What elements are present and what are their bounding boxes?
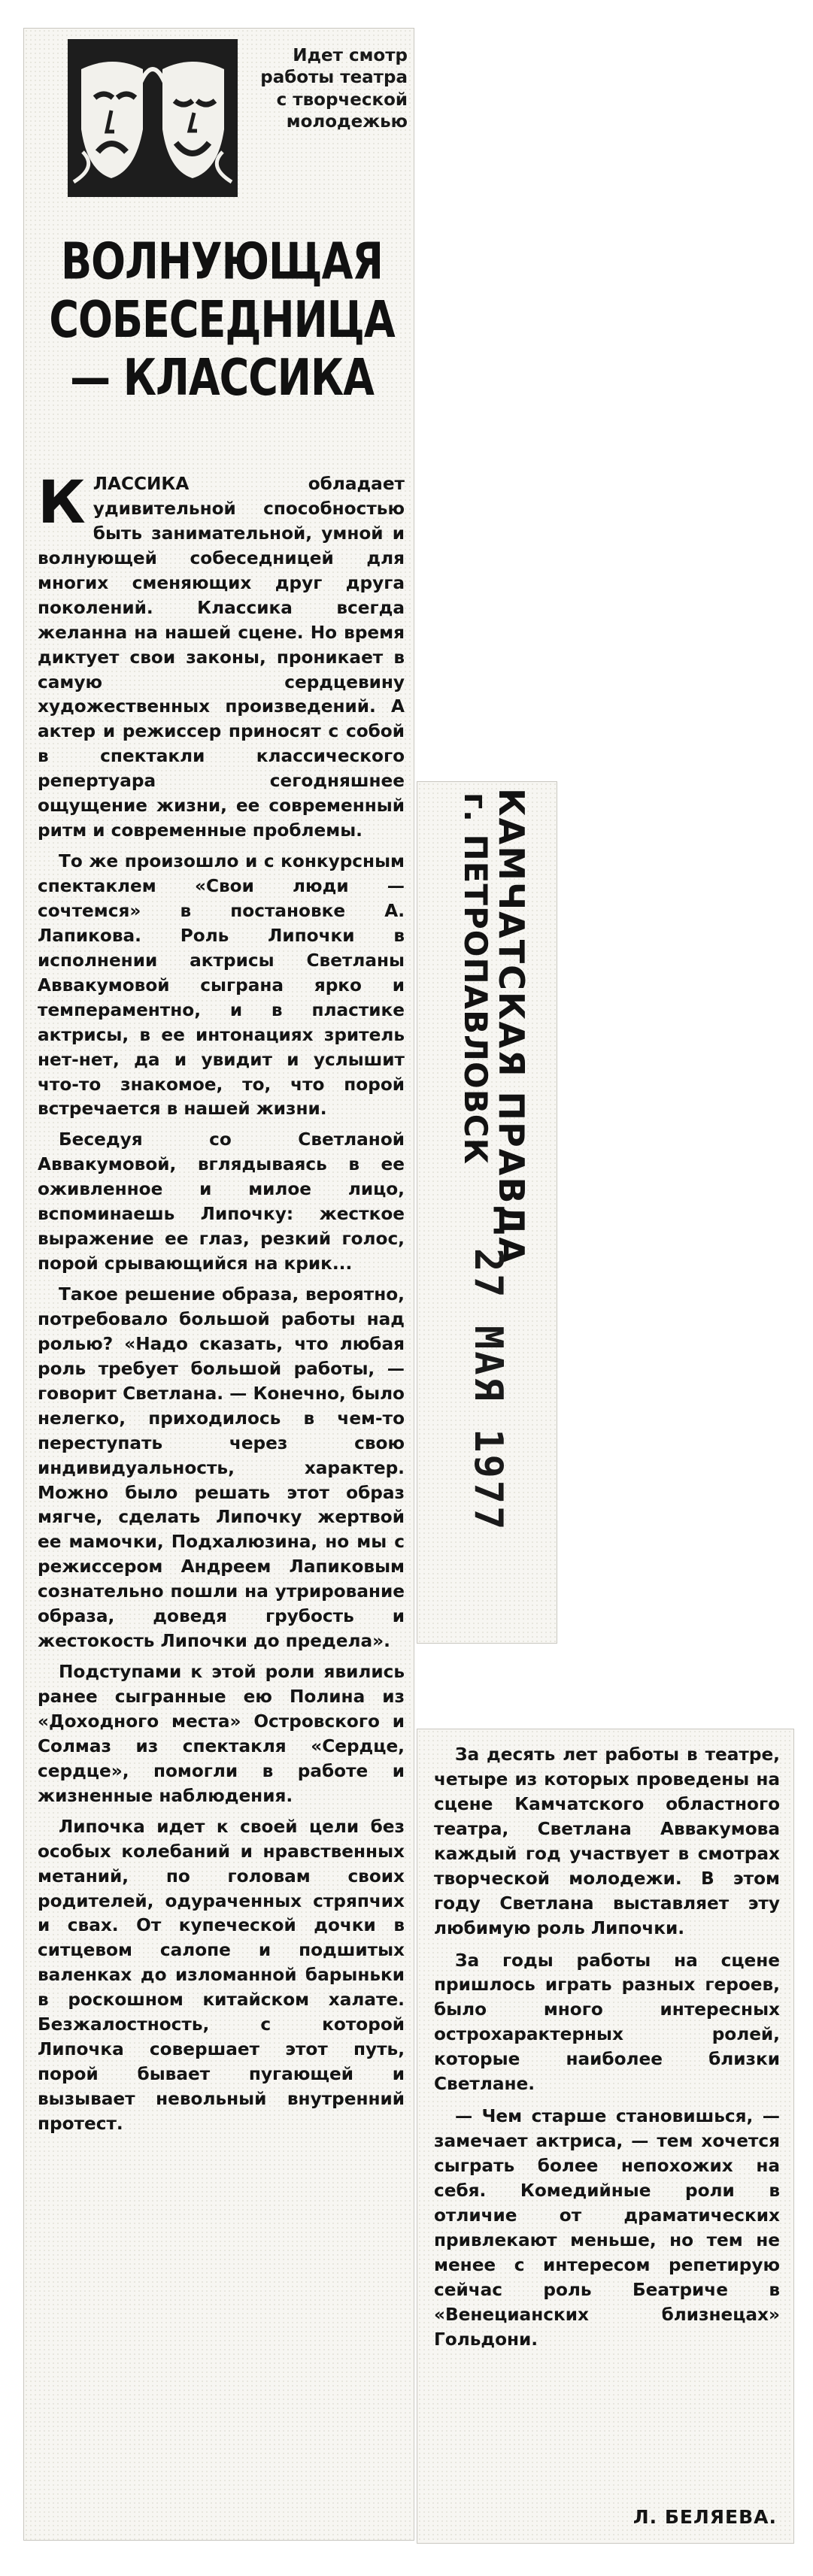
article-subtitle: Идет смотр работы театра с творческой молодежью — [260, 46, 408, 132]
newspaper-city: г. ПЕТРОПАВЛОВСК — [457, 792, 494, 1165]
newspaper-masthead-clipping — [417, 782, 557, 1643]
paragraph-5: Подступами к этой роли явились ранее сыгранные ею Полина из «Доходного места» Островского и Солмаз из спектакля «Сердце, сердце», помогли в работе и жизненные наблюдения. — [38, 1662, 405, 1806]
author-signature: Л. БЕЛЯЕВА. — [633, 2506, 777, 2528]
right-paragraph-1: За десять лет работы в театре, четыре из которых проведены на сцене Камчатского областного театра, Светлана Аввакумова каждый год участвует в смотрах творческой молодежи. В этом году Светлана выставляет эту любимую роль Липочки. — [434, 1744, 780, 1938]
paragraph-4: Такое решение образа, вероятно, потребовало большой работы над ролью? «Надо сказать, что любая роль требует большой работы, — говорит Светлана. — Конечно, было нелегко, приходилось в чем-то переступать через свою индивидуальность, характер. Можно было решать этот образ мягче, сделать Липочку жертвой ее мамочки, Подхалюзина, но мы с режиссером Андреем Лапиковым сознательно пошли на утрирование образа, доведя грубость и жестокость Липочки до предела». — [38, 1284, 405, 1652]
article-continuation-clipping — [417, 1729, 793, 2543]
headline-line-3: — КЛАССИКА — [70, 348, 374, 408]
paragraph-2: То же произошло и с конкурсным спектаклем «Свои люди — сочтемся» в постановке А. Лапикова. Роль Липочки в исполнении актрисы Светланы Аввакумовой сыграна ярко и темпераментно, и в пластике актрисы, в ее интонациях зритель нет-нет, да и увидит и услышит что-то знакомое, то, что порой встречается в нашей жизни. — [38, 851, 405, 1120]
paragraph-3: Беседуя со Светланой Аввакумовой, вглядываясь в ее оживленное и милое лицо, вспоминаешь Липочку: жесткое выражение ее глаз, резкий голос, порой срывающийся на крик... — [38, 1129, 405, 1274]
theatre-masks-icon — [68, 39, 238, 197]
article-main-clipping — [24, 29, 414, 2540]
publication-date-stamp: 27 МАЯ 1977 — [466, 1248, 511, 1532]
paragraph-1 — [38, 469, 405, 844]
article-continuation — [434, 1743, 780, 2360]
drop-cap: К — [38, 469, 86, 537]
right-paragraph-3: — Чем старше становишься, — замечает актриса, — тем хочется сыграть более непохожих на себя. Комедийные роли в отличие от драматических привлекают меньше, но тем не менее с интересом репетирую сейчас роль Беатриче в «Венецианских близнецах» Гольдони. — [434, 2106, 780, 2350]
headline-line-1: ВОЛНУЮЩАЯ — [61, 232, 383, 292]
article-headline — [38, 233, 406, 408]
right-paragraph-2: За годы работы на сцене пришлось играть разных героев, было много интересных острохарактерных ролей, которые наиболее близки Светлане. — [434, 1950, 780, 2095]
article-body — [38, 469, 405, 2143]
headline-line-2: СОБЕСЕДНИЦА — [49, 290, 395, 350]
newspaper-name: КАМЧАТСКАЯ ПРАВДА — [491, 788, 532, 1265]
paragraph-1-text: ЛАССИКА обладает удивительной способностью быть занимательной, умной и волнующей собеседницей для многих сменяющих друг друга поколений. Классика всегда желанна на нашей сцене. Но время диктует свои законы, проникает в самую сердцевину художественных произведений. А актер и режиссер приносят с собой в спектакли классического репертуара сегодняшнее ощущение жизни, ее современный ритм и современные проблемы. — [38, 474, 405, 841]
paragraph-6: Липочка идет к своей цели без особых колебаний и нравственных метаний, по головам своих родителей, одураченных стряпчих и свах. От купеческой дочки в ситцевом салопе и подшитых валенках до изломанной барыньки в роскошном китайском халате. Безжалостность, с которой Липочка совершает этот путь, порой бывает пугающей и вызывает невольный внутренний протест. — [38, 1816, 405, 2134]
